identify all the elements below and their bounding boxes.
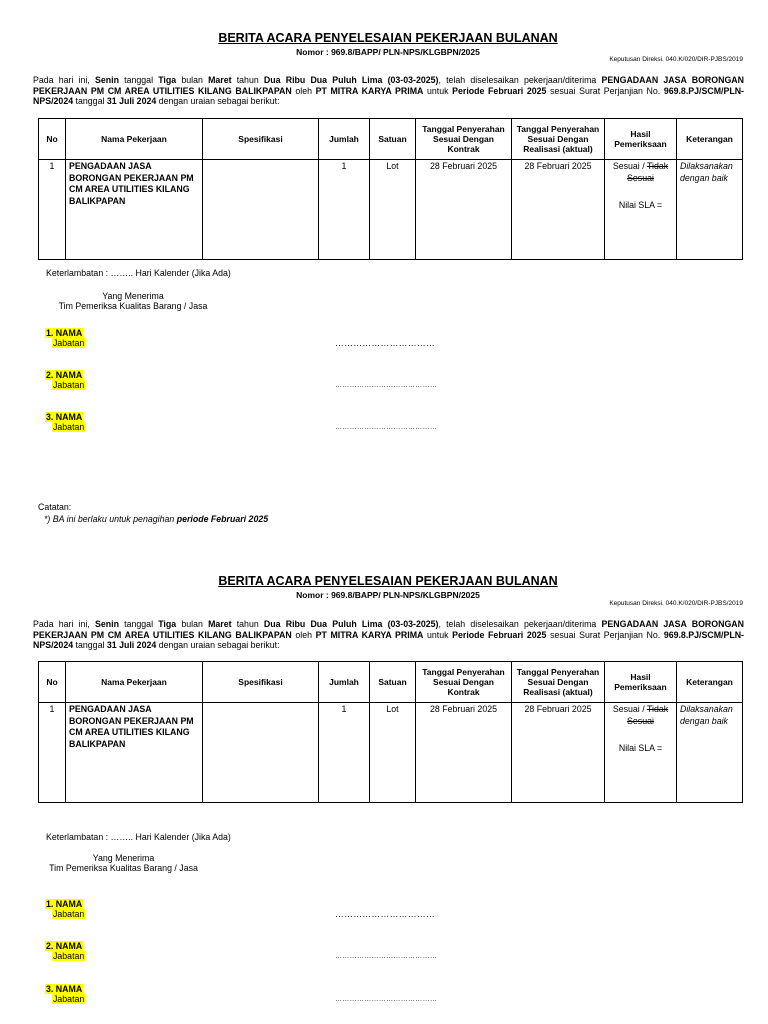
signer-1-signature-line: …………………………… — [335, 909, 436, 919]
hasil-tidak-sesuai-text: Tidak Sesuai — [627, 161, 669, 183]
hasil-tidak-sesuai-text: Tidak Sesuai — [627, 704, 669, 726]
header-jumlah: Jumlah — [319, 662, 370, 703]
header-tanggal-aktual: Tanggal Penyerahan Sesuai Dengan Realisasi (aktual) — [512, 662, 605, 703]
work-table — [38, 118, 743, 260]
work-table — [38, 661, 743, 803]
document-number: Nomor : 969.8/BAPP/ PLN-NPS/KLGBPN/2025 — [296, 590, 480, 600]
header-keterangan: Keterangan — [677, 662, 743, 703]
signer-2-signature-line: …………………………………… — [335, 953, 438, 960]
hasil-sesuai-text: Sesuai / — [612, 704, 647, 714]
yang-menerima-label: Yang Menerima — [92, 853, 155, 863]
table-row — [39, 703, 743, 803]
catatan-text: *) BA ini berlaku untuk penagihan periode Februari 2025 — [44, 514, 269, 524]
cell-nama-pekerjaan: PENGADAAN JASA BORONGAN PEKERJAAN PM CM AREA UTILITIES KILANG BALIKPAPAN — [66, 703, 203, 803]
cell-tanggal-kontrak: 28 Februari 2025 — [416, 160, 512, 260]
header-tanggal-kontrak: Tanggal Penyerahan Sesuai Dengan Kontrak — [416, 662, 512, 703]
keterlambatan-text: Keterlambatan : …….. Hari Kalender (Jika Ada) — [46, 832, 231, 842]
receiver-block — [46, 853, 201, 873]
signer-1-title: Jabatan — [53, 338, 85, 348]
header-hasil-pemeriksaan: Hasil Pemeriksaan — [605, 119, 677, 160]
keterlambatan-text: Keterlambatan : …….. Hari Kalender (Jika Ada) — [46, 268, 231, 278]
cell-keterangan: Dilaksanakan dengan baik — [677, 160, 743, 260]
signer-1-title: Jabatan — [53, 909, 85, 919]
signer-3-title: Jabatan — [53, 994, 85, 1004]
signer-2-signature-line: …………………………………… — [335, 382, 438, 389]
signer-2-title: Jabatan — [53, 951, 85, 961]
catatan-label: Catatan: — [38, 502, 72, 512]
document-title: BERITA ACARA PENYELESAIAN PEKERJAAN BULANAN — [218, 574, 558, 588]
table-row — [39, 160, 743, 260]
header-nama-pekerjaan: Nama Pekerjaan — [66, 662, 203, 703]
document-number: Nomor : 969.8/BAPP/ PLN-NPS/KLGBPN/2025 — [296, 47, 480, 57]
cell-satuan: Lot — [370, 160, 416, 260]
cell-jumlah: 1 — [319, 160, 370, 260]
signer-3-title: Jabatan — [53, 422, 85, 432]
header-jumlah: Jumlah — [319, 119, 370, 160]
tim-pemeriksa-label: Tim Pemeriksa Kualitas Barang / Jasa — [58, 301, 208, 311]
cell-spesifikasi — [203, 703, 319, 803]
cell-keterangan: Dilaksanakan dengan baik — [677, 703, 743, 803]
cell-no: 1 — [39, 160, 66, 260]
signer-3-name: 3. NAMA — [46, 412, 83, 422]
signer-1-name: 1. NAMA — [46, 328, 83, 338]
signer-1-signature-line: …………………………… — [335, 338, 436, 348]
cell-satuan: Lot — [370, 703, 416, 803]
header-hasil-pemeriksaan: Hasil Pemeriksaan — [605, 662, 677, 703]
cell-jumlah: 1 — [319, 703, 370, 803]
signer-2-title: Jabatan — [53, 380, 85, 390]
signer-3-name: 3. NAMA — [46, 984, 83, 994]
intro-paragraph: Pada hari ini, Senin tanggal Tiga bulan Maret tahun Dua Ribu Dua Puluh Lima (03-03-2025), telah diselesaikan pekerjaan/diterima PENGADAAN JASA BORONGAN PEKERJAAN PM CM AREA UTILITIES KILANG BALIKPAPAN oleh PT MITRA KARYA PRIMA untuk Periode Februari 2025 sesuai Surat Perjanjian No. 969.8.PJ/SCM/PLN-NPS/2024 tanggal 31 Juli 2024 dengan uraian sebagai berikut: — [33, 75, 745, 106]
receiver-block — [58, 291, 208, 311]
header-spesifikasi: Spesifikasi — [203, 662, 319, 703]
cell-hasil-pemeriksaan — [605, 703, 677, 803]
decree-reference: Keputusan Direksi. 040.K/020/DIR-PJBS/2019 — [609, 600, 743, 607]
cell-tanggal-aktual: 28 Februari 2025 — [512, 160, 605, 260]
header-spesifikasi: Spesifikasi — [203, 119, 319, 160]
header-satuan: Satuan — [370, 119, 416, 160]
header-tanggal-aktual: Tanggal Penyerahan Sesuai Dengan Realisasi (aktual) — [512, 119, 605, 160]
table-header-row — [39, 119, 743, 160]
signer-1-name: 1. NAMA — [46, 899, 83, 909]
table-header-row — [39, 662, 743, 703]
signer-3-signature-line: …………………………………… — [335, 424, 438, 431]
cell-hasil-pemeriksaan — [605, 160, 677, 260]
header-nama-pekerjaan: Nama Pekerjaan — [66, 119, 203, 160]
decree-reference: Keputusan Direksi. 040.K/020/DIR-PJBS/2019 — [609, 56, 743, 63]
document-title: BERITA ACARA PENYELESAIAN PEKERJAAN BULANAN — [218, 31, 558, 45]
nilai-sla-text: Nilai SLA = — [618, 200, 663, 210]
header-satuan: Satuan — [370, 662, 416, 703]
header-tanggal-kontrak: Tanggal Penyerahan Sesuai Dengan Kontrak — [416, 119, 512, 160]
signer-2-name: 2. NAMA — [46, 370, 83, 380]
cell-tanggal-aktual: 28 Februari 2025 — [512, 703, 605, 803]
cell-nama-pekerjaan: PENGADAAN JASA BORONGAN PEKERJAAN PM CM AREA UTILITIES KILANG BALIKPAPAN — [66, 160, 203, 260]
header-keterangan: Keterangan — [677, 119, 743, 160]
intro-paragraph: Pada hari ini, Senin tanggal Tiga bulan Maret tahun Dua Ribu Dua Puluh Lima (03-03-2025), telah diselesaikan pekerjaan/diterima PENGADAAN JASA BORONGAN PEKERJAAN PM CM AREA UTILITIES KILANG BALIKPAPAN oleh PT MITRA KARYA PRIMA untuk Periode Februari 2025 sesuai Surat Perjanjian No. 969.8.PJ/SCM/PLN-NPS/2024 tanggal 31 Juli 2024 dengan uraian sebagai berikut: — [33, 619, 745, 650]
signer-3-signature-line: …………………………………… — [335, 996, 438, 1003]
cell-no: 1 — [39, 703, 66, 803]
cell-tanggal-kontrak: 28 Februari 2025 — [416, 703, 512, 803]
signer-2-name: 2. NAMA — [46, 941, 83, 951]
yang-menerima-label: Yang Menerima — [102, 291, 164, 301]
hasil-sesuai-text: Sesuai / — [612, 161, 647, 171]
tim-pemeriksa-label: Tim Pemeriksa Kualitas Barang / Jasa — [49, 863, 198, 873]
nilai-sla-text: Nilai SLA = — [618, 743, 663, 753]
cell-spesifikasi — [203, 160, 319, 260]
header-no: No — [39, 119, 66, 160]
header-no: No — [39, 662, 66, 703]
